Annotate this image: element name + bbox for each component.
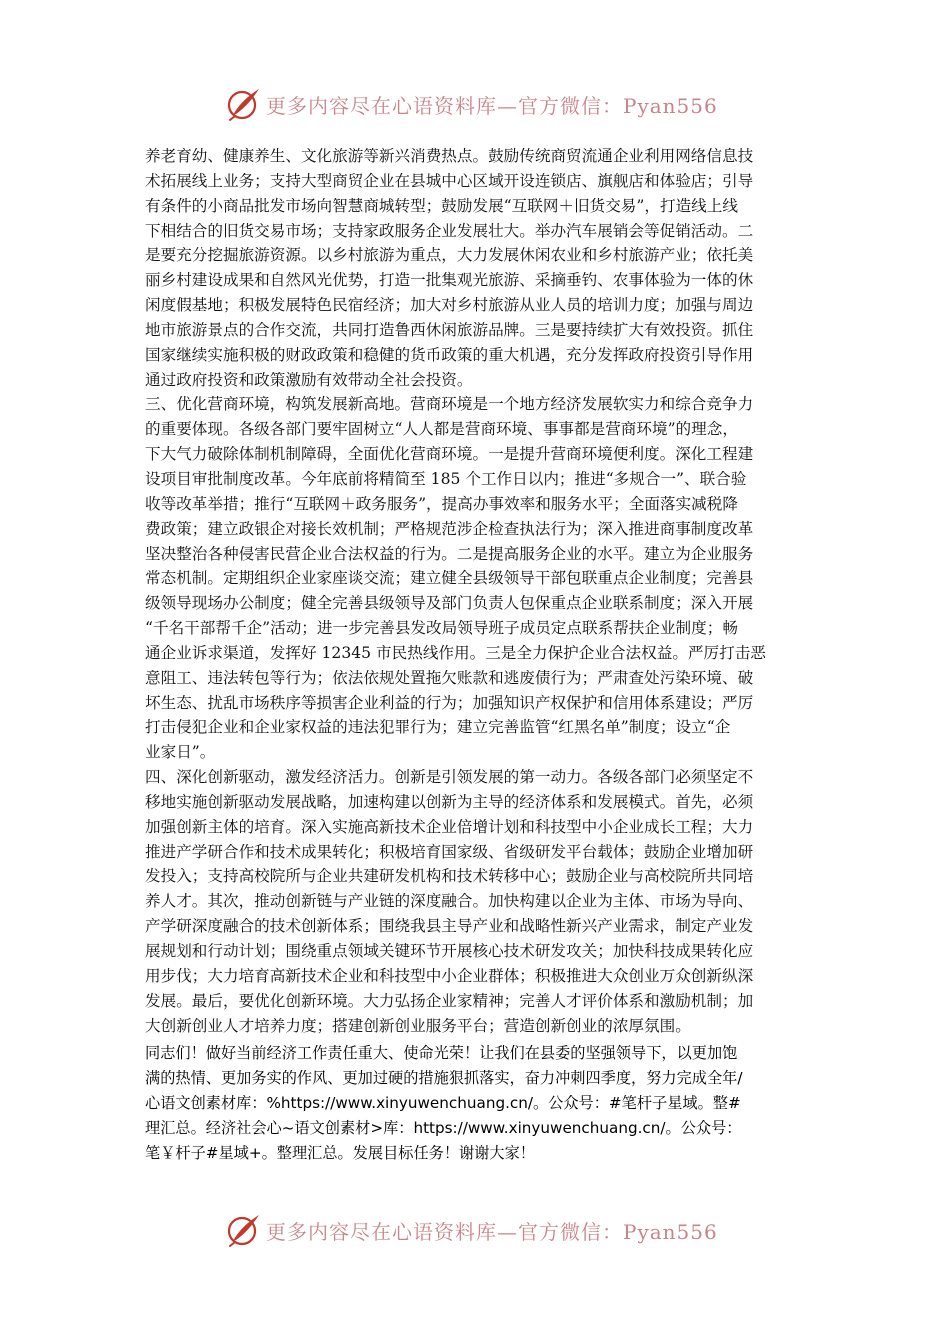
body-line: 国家继续实施积极的财政政策和稳健的货币政策的重大机遇，充分发挥政府投资引导作用 — [145, 345, 754, 364]
footer-banner — [226, 1210, 718, 1250]
body-line: 展规划和行动计划；围绕重点领域关键环节开展核心技术研发攻关；加快科技成果转化应 — [145, 942, 754, 960]
body-line: 费政策；建立政银企对接长效机制；严格规范涉企检查执法行为；深入推进商事制度改革 — [145, 519, 754, 538]
body-line: 加强创新主体的培育。深入实施高新技术企业倍增计划和科技型中小企业成长工程；大力 — [145, 817, 754, 836]
body-line: 坚决整治各种侵害民营企业合法权益的行为。二是提高服务企业的水平。建立为企业服务 — [145, 544, 754, 563]
body-line: 产学研深度融合的技术创新体系；围绕我县主导产业和战略性新兴产业需求，制定产业发 — [145, 917, 754, 936]
body-line: 设项目审批制度改革。今年底前将精简至 185 个工作日以内；推进“多规合一”、联合验 — [145, 469, 747, 488]
body-line: 收等改革举措；推行“互联网＋政务服务”，提高办事效率和服务水平；全面落实减税降 — [145, 494, 738, 513]
body-line: 用步伐；大力培育高新技术企业和科技型中小企业群体；积极推进大众创业万众创新纵深 — [145, 966, 754, 985]
section-heading-line: 三、优化营商环境，构筑发展新高地。营商环境是一个地方经济发展软实力和综合竞争力 — [145, 395, 754, 414]
quill-logo-icon — [226, 86, 262, 122]
body-line: 的重要体现。各级各部门要牢固树立“人人都是营商环境、事事都是营商环境”的理念， — [145, 420, 738, 439]
body-line: 坏生态、扰乱市场秩序等损害企业利益的行为；加强知识产权保护和信用体系建设；严厉 — [145, 693, 754, 712]
body-line: 通过政府投资和政策激励有效带动全社会投资。 — [145, 370, 473, 389]
closing-line: 理汇总。经济社会心~语文创素材>库：https://www.xinyuwenchuang.cn/。公众号： — [145, 1118, 742, 1137]
body-line: 养人才。其次，推动创新链与产业链的深度融合。加快构建以企业为主体、市场为导向、 — [145, 892, 754, 911]
body-line: 下相结合的旧货交易市场；支持家政服务企业发展壮大。举办汽车展销会等促销活动。二 — [145, 221, 754, 240]
body-line: 闲度假基地；积极发展特色民宿经济；加大对乡村旅游从业人员的培训力度；加强与周边 — [145, 296, 754, 315]
body-line: 通企业诉求渠道，发挥好 12345 市民热线作用。三是全力保护企业合法权益。严厉打击恶 — [145, 643, 766, 662]
body-line: 下大气力破除体制机制障碍，全面优化营商环境。一是提升营商环境便利度。深化工程建 — [145, 445, 754, 464]
closing-line: 笔￥杆子#星域+。整理汇总。发展目标任务！谢谢大家！ — [145, 1143, 535, 1162]
body-line: 发投入；支持高校院所与企业共建研发机构和技术转移中心；鼓励企业与高校院所共同培 — [145, 867, 754, 886]
body-line: 地市旅游景点的合作交流，共同打造鲁西休闲旅游品牌。三是要持续扩大有效投资。抓住 — [145, 320, 754, 339]
body-line: 打击侵犯企业和企业家权益的违法犯罪行为；建立完善监管“红黑名单”制度；设立“企 — [145, 718, 731, 737]
body-line: “千名干部帮千企”活动；进一步完善县发改局领导班子成员定点联系帮扶企业制度；畅 — [145, 619, 738, 638]
body-line: 养老育幼、健康养生、文化旅游等新兴消费热点。鼓励传统商贸流通企业利用网络信息技 — [145, 147, 754, 165]
body-line: 有条件的小商品批发市场向智慧商城转型；鼓励发展“互联网＋旧货交易”，打造线上线 — [145, 196, 738, 215]
body-text — [145, 144, 808, 1038]
body-line: 丽乡村建设成果和自然风光优势，打造一批集观光旅游、采摘垂钓、农事体验为一体的休 — [145, 271, 754, 290]
section-heading-line: 四、深化创新驱动，激发经济活力。创新是引领发展的第一动力。各级各部门必须坚定不 — [145, 768, 754, 787]
body-line: 业家日”。 — [145, 743, 216, 762]
body-line: 常态机制。定期组织企业家座谈交流；建立健全县级领导干部包联重点企业制度；完善县 — [145, 569, 754, 588]
closing-remarks — [145, 1041, 815, 1165]
body-line: 级领导现场办公制度；健全完善县级领导及部门负责人包保重点企业联系制度；深入开展 — [145, 594, 754, 613]
body-line: 移地实施创新驱动发展战略，加速构建以创新为主导的经济体系和发展模式。首先，必须 — [145, 792, 754, 811]
body-line: 是要充分挖掘旅游资源。以乡村旅游为重点，大力发展休闲农业和乡村旅游产业；依托美 — [145, 246, 754, 265]
body-line: 推进产学研合作和技术成果转化；积极培育国家级、省级研发平台载体；鼓励企业增加研 — [145, 842, 754, 861]
closing-line: 同志们！做好当前经济工作责任重大、使命光荣！让我们在县委的坚强领导下，以更加饱 — [145, 1044, 738, 1062]
header-banner-text: 更多内容尽在心语资料库—官方微信：Pyan556 — [266, 93, 718, 118]
quill-logo-icon — [226, 1212, 262, 1248]
closing-line: 满的热情、更加务实的作风、更加过硬的措施狠抓落实，奋力冲刺四季度，努力完成全年/ — [145, 1068, 743, 1087]
body-line: 发展。最后，要优化创新环境。大力弘扬企业家精神；完善人才评价体系和激励机制；加 — [145, 991, 754, 1010]
body-line: 术拓展线上业务；支持大型商贸企业在县城中心区域开设连锁店、旗舰店和体验店；引导 — [145, 171, 754, 190]
footer-banner-text: 更多内容尽在心语资料库—官方微信：Pyan556 — [266, 1219, 718, 1244]
body-line: 意阻工、违法转包等行为；依法依规处置拖欠账款和逃废债行为；严肃查处污染环境、破 — [145, 668, 754, 687]
header-banner — [226, 84, 718, 124]
body-line: 大创新创业人才培养力度；搭建创新创业服务平台；营造创新创业的浓厚氛围。 — [145, 1016, 691, 1035]
closing-line: 心语文创素材库：%https://www.xinyuwenchuang.cn/。公众号：#笔杆子星域。整# — [145, 1093, 741, 1112]
